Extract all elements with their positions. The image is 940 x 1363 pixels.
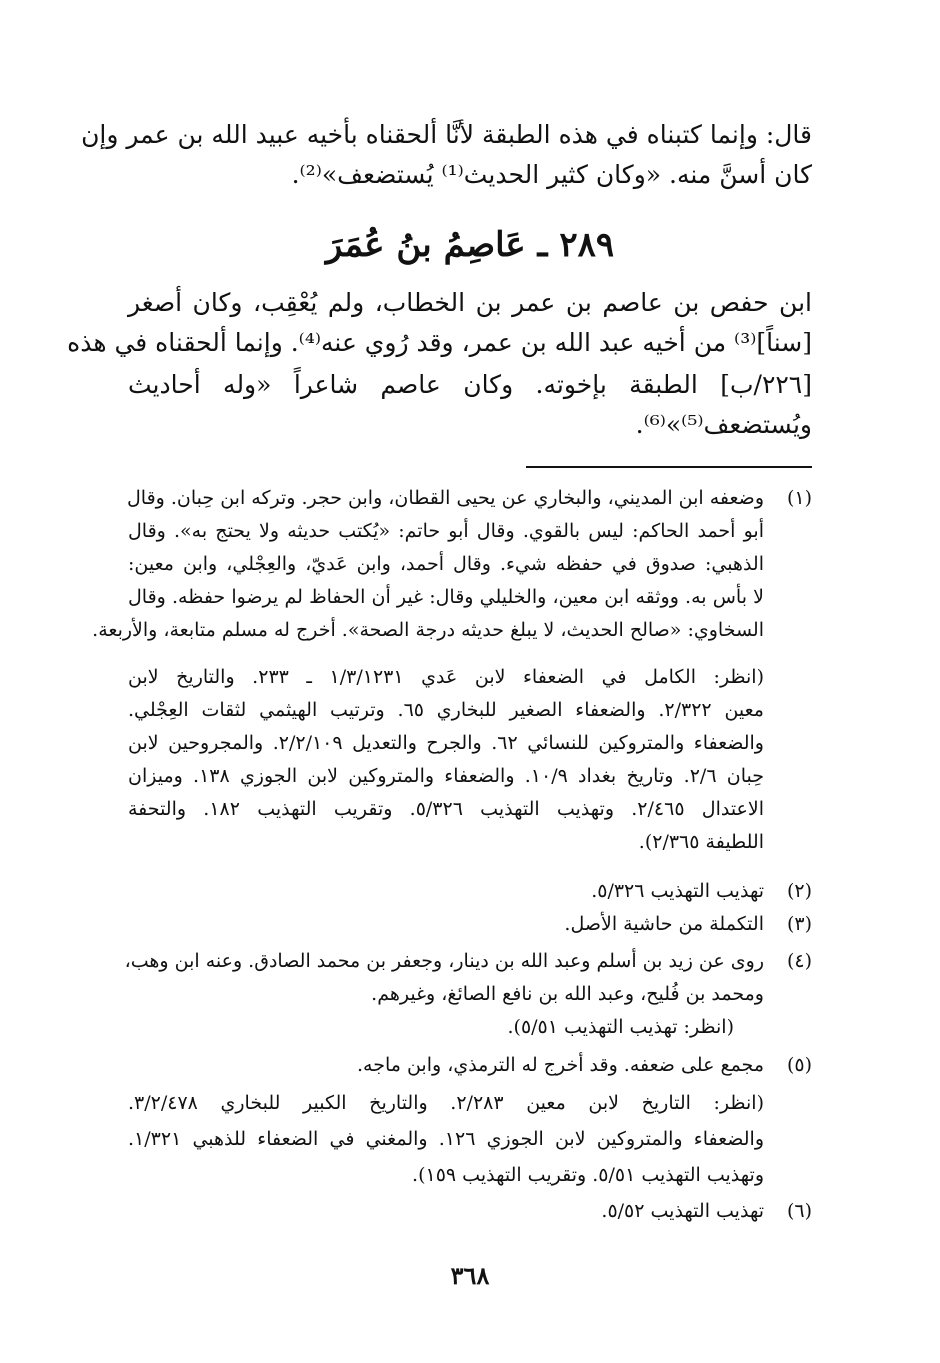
footnote-line: معين ٢/٣٢٢. والضعفاء الصغير للبخاري ٦٥. وترتيب الهيثمي لثقات العِجْلي. [128, 699, 764, 721]
page-number: ٣٦٨ [450, 1261, 490, 1290]
footnote-line: التكملة من حاشية الأصل. [564, 913, 764, 935]
footnote-number: (٢) [786, 880, 812, 902]
footnote-number: (١) [786, 487, 812, 509]
footnote-line: ومحمد بن فُليح، وعبد الله بن نافع الصائغ، وغيرهم. [371, 983, 764, 1005]
footnote-line: والضعفاء والمتروكين للنسائي ٦٢. والجرح والتعديل ٢/٢/١٠٩. والمجروحين لابن [128, 732, 764, 754]
footnote-line: وتهذيب التهذيب ٥/٥١. وتقريب التهذيب ١٥٩). [412, 1164, 764, 1186]
footnote-line: تهذيب التهذيب ٥/٥٢. [601, 1200, 764, 1222]
footnote-line: اللطيفة ٢/٣٦٥). [638, 831, 764, 853]
footnote-number: (٣) [786, 913, 812, 935]
footnote-line: روى عن زيد بن أسلم وعبد الله بن دينار، وجعفر بن محمد الصادق. وعنه ابن وهب، [124, 950, 764, 972]
footnote-line: (انظر: الكامل في الضعفاء لابن عَدي ١/٣/١٢٣١ ـ ٢٣٣. والتاريخ لابن [128, 666, 764, 688]
footnote-line: تهذيب التهذيب ٥/٣٢٦. [591, 880, 764, 902]
body-line: كان أسنَّ منه. «وكان كثير الحديث⁽¹⁾ يُستضعف»⁽²⁾. [291, 160, 812, 189]
footnote-line: (انظر: التاريخ لابن معين ٢/٢٨٣. والتاريخ الكبير للبخاري ٣/٢/٤٧٨. [128, 1092, 764, 1114]
body-line: قال: وإنما كتبناه في هذه الطبقة لأنَّا ألحقناه بأخيه عبيد الله بن عمر وإن [81, 120, 812, 149]
body-line: ابن حفص بن عاصم بن عمر بن الخطاب، ولم يُعْقِب، وكان أصغر [128, 288, 812, 317]
footnote-separator [526, 466, 812, 468]
footnote-line: مجمع على ضعفه. وقد أخرج له الترمذي، وابن ماجه. [356, 1054, 764, 1076]
footnote-line: الذهبي: صدوق في حفظه شيء. وقال أحمد، وابن عَديّ، والعِجْلي، وابن معين: [128, 553, 764, 575]
footnote-line: السخاوي: «صالح الحديث، لا يبلغ حديثه درجة الصحة». أخرج له مسلم متابعة، والأربعة. [92, 619, 764, 641]
body-line: [٢٢٦/ب] الطبقة بإخوته. وكان عاصم شاعراً «وله أحاديث [128, 370, 812, 399]
footnote-line: الاعتدال ٢/٤٦٥. وتهذيب التهذيب ٥/٣٢٦. وتقريب التهذيب ١٨٢. والتحفة [128, 798, 765, 820]
footnote-line: والضعفاء والمتروكين لابن الجوزي ١٢٦. والمغني في الضعفاء للذهبي ١/٣٢١. [128, 1128, 764, 1150]
footnote-number: (٤) [786, 950, 812, 972]
footnote-line: حِبان ٢/٦. وتاريخ بغداد ١٠/٩. والضعفاء والمتروكين لابن الجوزي ١٣٨. وميزان [128, 765, 764, 787]
footnote-line: أبو أحمد الحاكم: ليس بالقوي. وقال أبو حاتم: «يُكتب حديثه ولا يحتج به». وقال [128, 520, 764, 542]
footnote-line: لا بأس به. ووثقه ابن معين، والخليلي وقال: غير أن الحفاظ لم يرضوا حفظه. وقال [128, 586, 764, 608]
footnote-line: (انظر: تهذيب التهذيب ٥/٥١). [507, 1016, 734, 1038]
footnote-number: (٥) [786, 1054, 812, 1076]
footnote-number: (٦) [786, 1200, 812, 1222]
body-line: ويُستضعف⁽⁵⁾»⁽⁶⁾. [635, 410, 812, 439]
body-line: [سناً]⁽³⁾ من أخيه عبد الله بن عمر، وقد رُوي عنه⁽⁴⁾. وإنما ألحقناه في هذه [67, 328, 812, 357]
entry-heading: ٢٨٩ ـ عَاصِمُ بنُ عُمَرَ [325, 225, 615, 265]
footnote-line: وضعفه ابن المديني، والبخاري عن يحيى القطان، وابن حجر. وتركه ابن حِبان. وقال [127, 487, 764, 509]
